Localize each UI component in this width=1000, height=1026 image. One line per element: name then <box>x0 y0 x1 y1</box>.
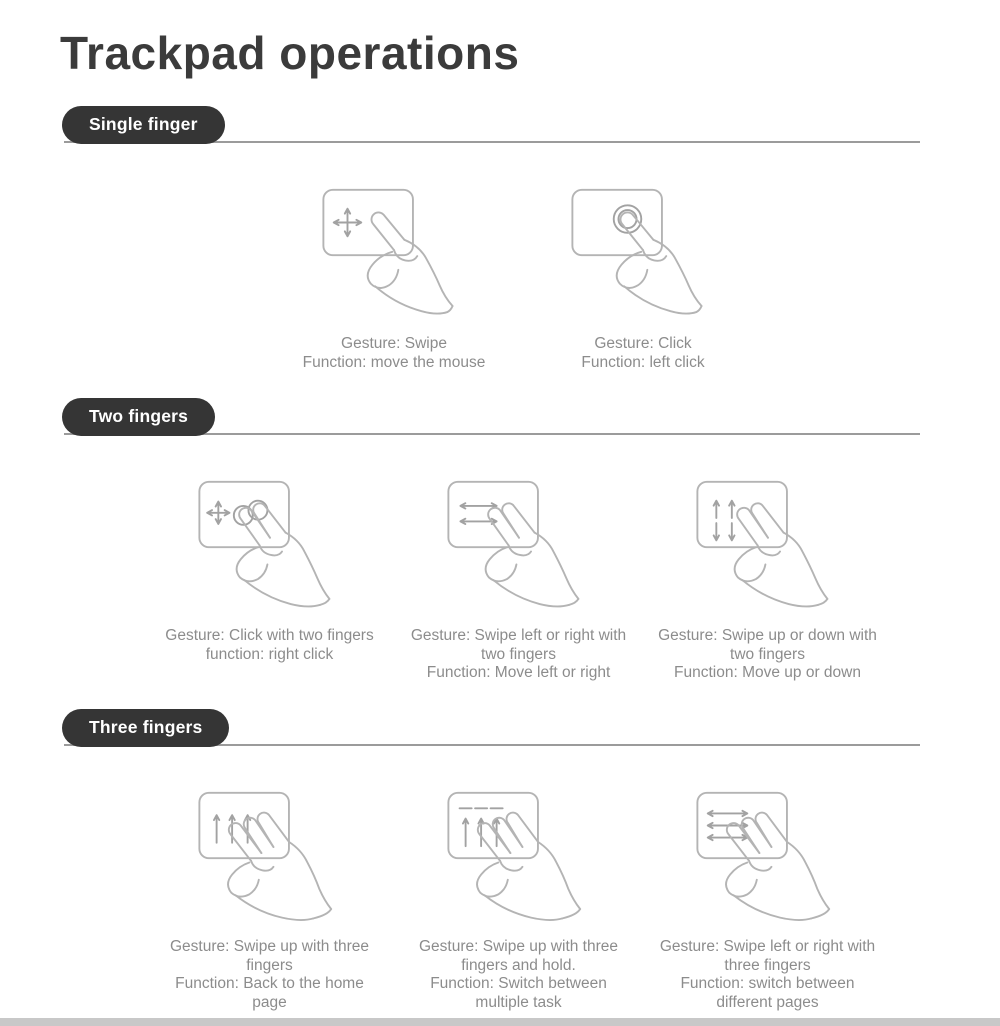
two-finger-tap-illustration <box>175 468 365 623</box>
section-header <box>62 106 920 146</box>
function-caption-line: Function: Move up or down <box>674 664 861 682</box>
figure-caption <box>282 335 507 372</box>
gesture-caption-line: Gesture: Swipe up with three fingers <box>169 937 370 974</box>
figure-caption <box>655 627 880 683</box>
three-finger-swipe-up-illustration <box>175 779 365 934</box>
trackpad-outline <box>199 482 329 607</box>
function-caption-line: Function: Switch between multiple task <box>430 975 607 1011</box>
section-badge-label: Two fingers <box>62 398 215 436</box>
tap-click-illustration <box>548 176 738 331</box>
gesture-caption-line: Gesture: Swipe <box>341 335 447 352</box>
trackpad-outline <box>572 190 701 314</box>
gesture-figure <box>655 468 880 683</box>
gesture-figure <box>655 779 880 1012</box>
figure-row <box>62 176 920 372</box>
gesture-figure <box>406 779 631 1012</box>
figure-row <box>62 779 920 1012</box>
gesture-caption-line: Gesture: Swipe left or right with two fingers <box>410 627 627 663</box>
gesture-caption-line: Gesture: Click <box>594 335 692 352</box>
trackpad-outline <box>448 793 580 920</box>
trackpad-outline <box>697 482 827 607</box>
gesture-section <box>62 709 920 1012</box>
function-caption-line: function: right click <box>205 645 334 663</box>
gesture-section <box>62 398 920 683</box>
section-header <box>62 398 920 438</box>
gesture-caption-line: Gesture: Swipe up or down with two fingers <box>658 627 877 663</box>
gesture-section <box>62 106 920 372</box>
figure-caption <box>406 627 631 683</box>
trackpad-outline <box>448 482 578 607</box>
trackpad-outline <box>697 793 829 920</box>
function-caption-line: Function: left click <box>581 353 705 371</box>
gesture-caption-line: Gesture: Click with two fingers <box>165 627 374 645</box>
figure-caption <box>406 938 631 1012</box>
gesture-figure <box>157 779 382 1012</box>
function-caption-line: Function: switch between different pages <box>680 975 855 1011</box>
three-finger-swipe-horizontal-illustration <box>673 779 863 934</box>
gesture-figure <box>531 176 756 372</box>
gesture-figure <box>406 468 631 683</box>
function-caption-line: Function: Back to the home page <box>175 975 364 1011</box>
gesture-caption-line: Gesture: Swipe left or right with three fingers <box>659 937 876 974</box>
two-finger-swipe-vertical-illustration <box>673 468 863 623</box>
footer-bar <box>0 1018 1000 1026</box>
function-caption-line: Function: Move left or right <box>426 664 611 682</box>
trackpad-outline <box>199 793 331 920</box>
figure-caption <box>655 938 880 1012</box>
figure-row <box>62 468 920 683</box>
gesture-figure <box>157 468 382 664</box>
gesture-caption-line: Gesture: Swipe up with three fingers and hold. <box>418 937 619 974</box>
three-finger-swipe-up-hold-illustration <box>424 779 614 934</box>
section-badge-label: Three fingers <box>62 709 229 747</box>
sections <box>62 106 920 1012</box>
section-badge-label: Single finger <box>62 106 225 144</box>
swipe-four-direction-illustration <box>299 176 489 331</box>
gesture-figure <box>282 176 507 372</box>
page-title: Trackpad operations <box>60 27 520 79</box>
function-caption-line: Function: move the mouse <box>302 353 486 371</box>
figure-caption <box>531 335 756 372</box>
two-finger-swipe-horizontal-illustration <box>424 468 614 623</box>
figure-caption <box>157 627 382 664</box>
figure-caption <box>157 938 382 1012</box>
trackpad-outline <box>323 190 452 314</box>
section-header <box>62 709 920 749</box>
